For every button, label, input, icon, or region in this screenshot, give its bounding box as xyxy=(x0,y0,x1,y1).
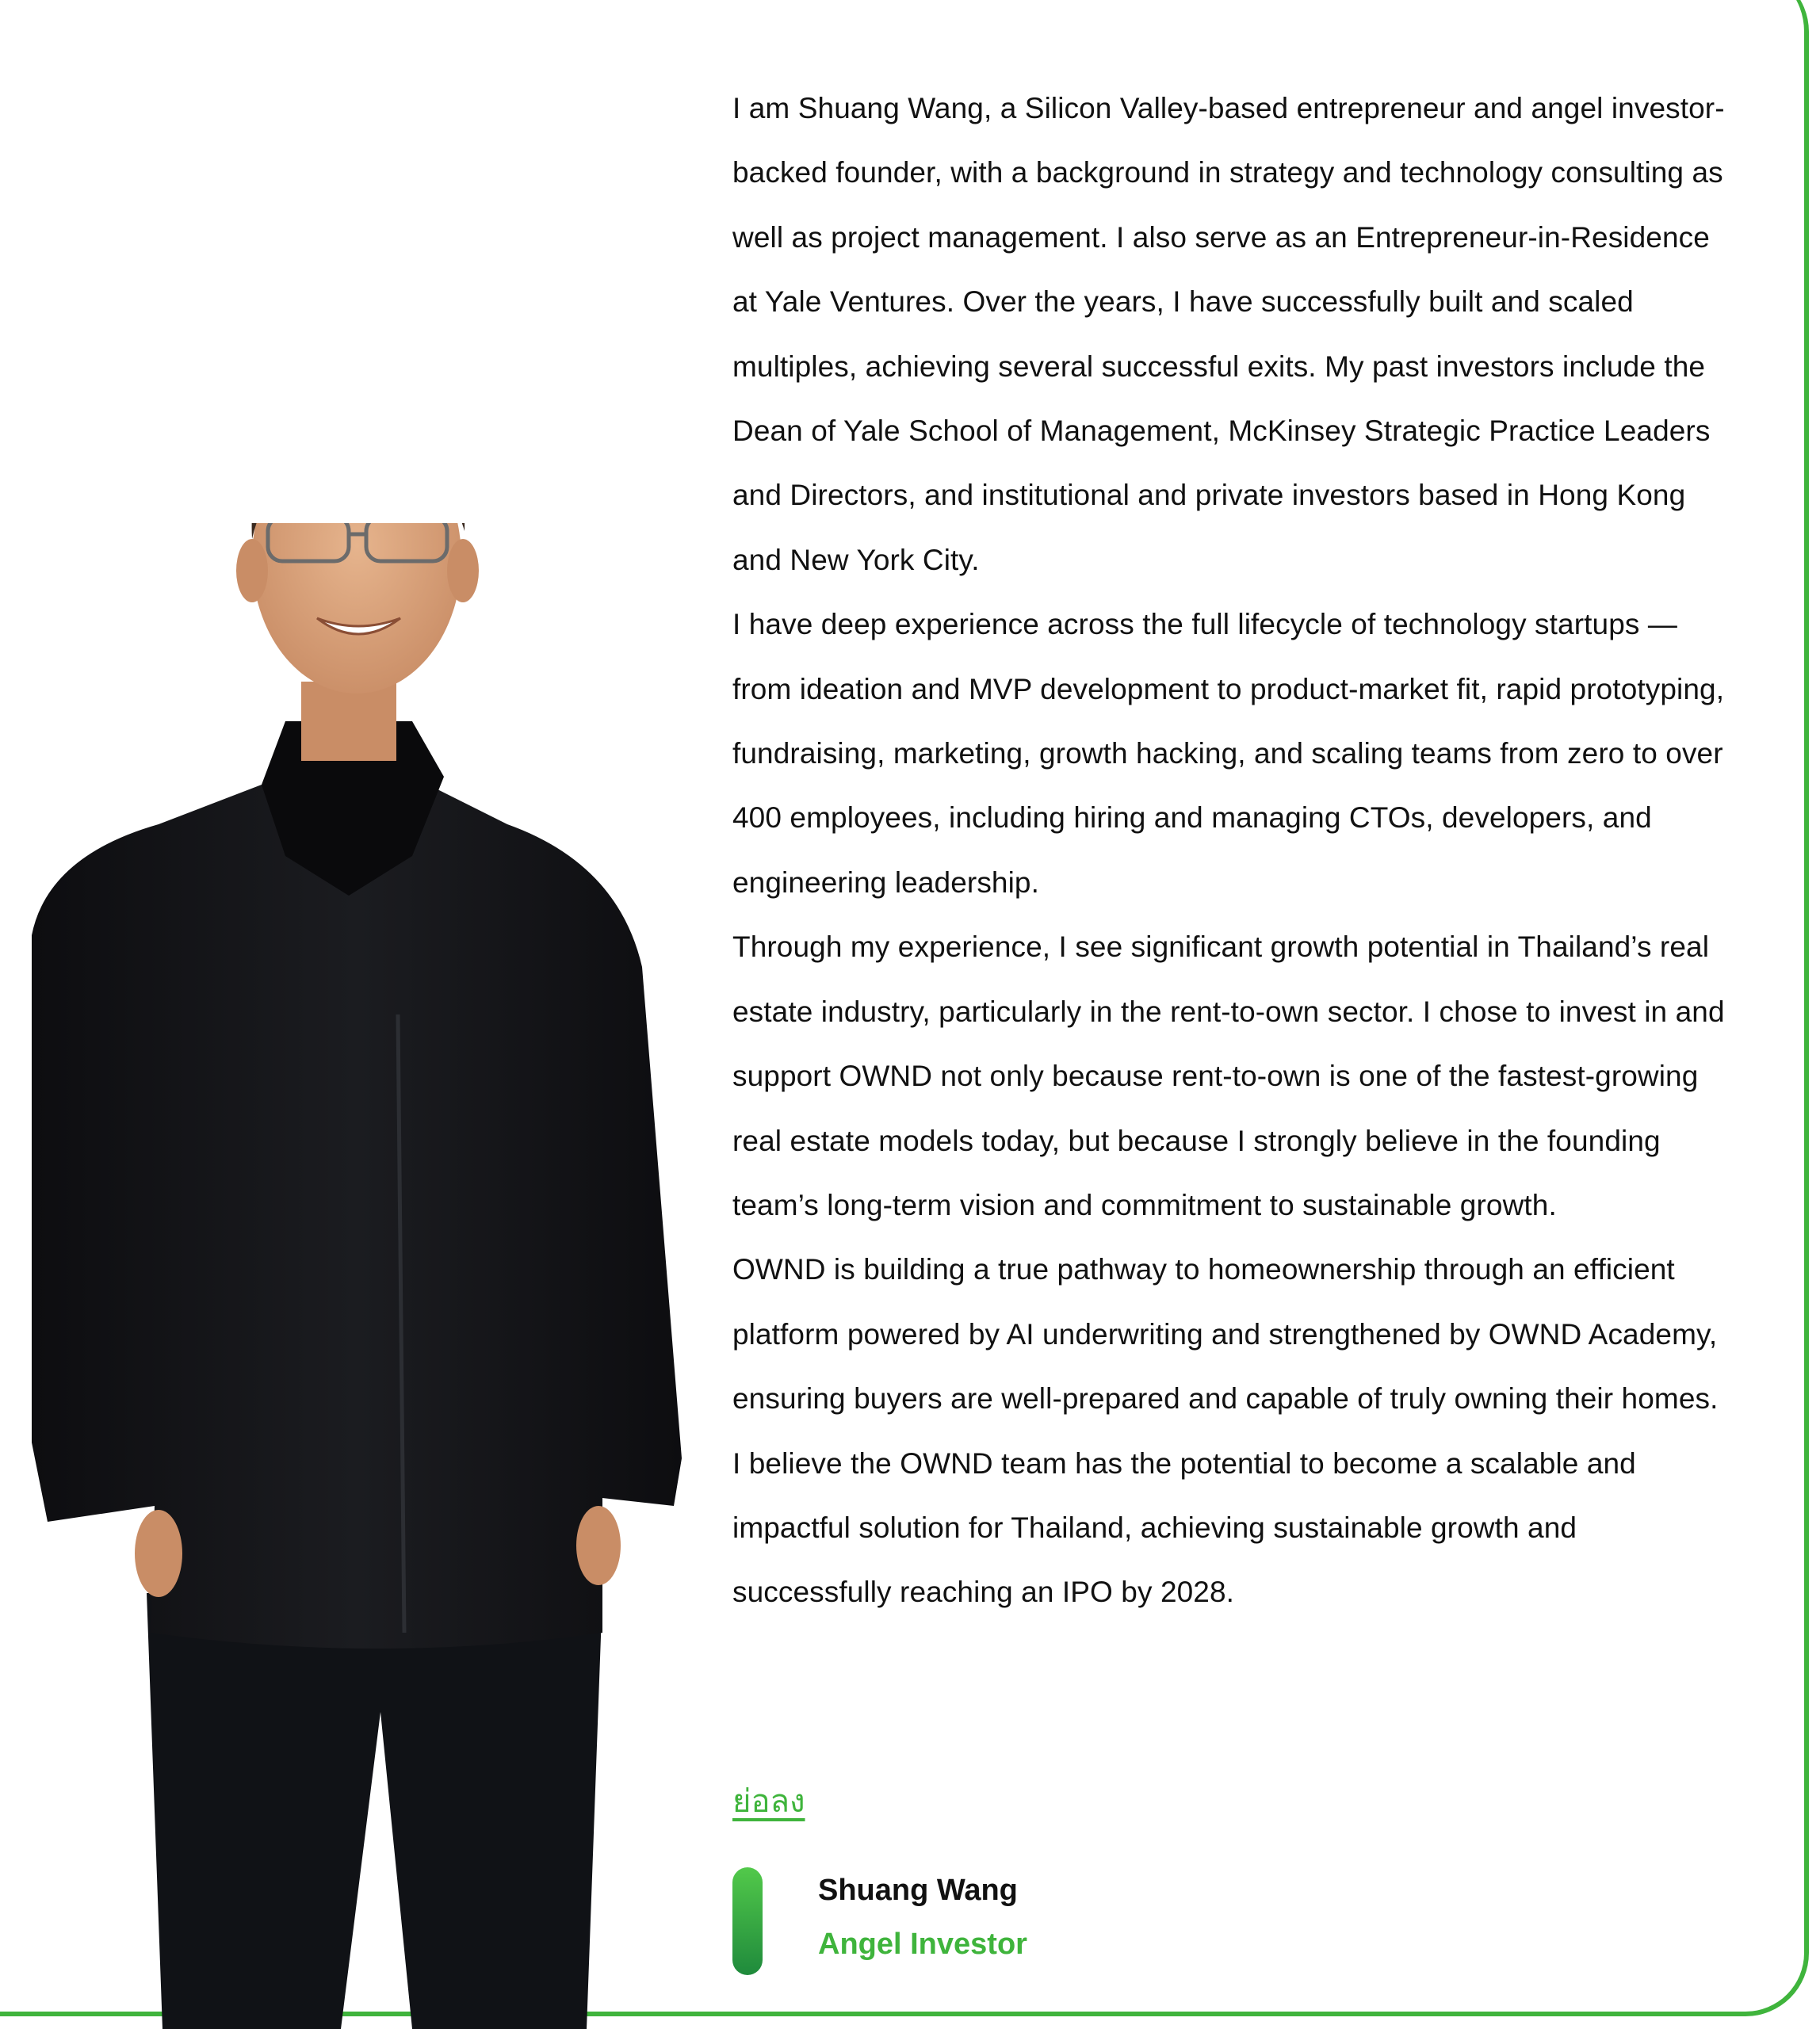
investor-role: Angel Investor xyxy=(818,1928,1027,1961)
investor-bio xyxy=(732,76,1731,1625)
bio-paragraph: OWND is building a true pathway to homeownership through an efficient platform powered by AI underwriting and strengthened by OWND Academy, ensuring buyers are well-prepared and capable of truly owning their homes. I believe the OWND team has the potential to become a scalable and impactful solution for Thailand, achieving sustainable growth and successfully reaching an IPO by 2028. xyxy=(732,1253,1719,1609)
bio-paragraph: I have deep experience across the full lifecycle of technology startups — from ideation and MVP development to product-market fit, rapid prototyping, fundraising, marketing, growth hacking, and scaling teams from zero to over 400 employees, including hiring and managing CTOs, developers, and engineering leadership. xyxy=(732,608,1725,899)
bio-paragraph: I am Shuang Wang, a Silicon Valley-based entrepreneur and angel investor-backed founder, with a background in strategy and technology consulting as well as project management. I also serve as an Entrepreneur-in-Residence at Yale Ventures. Over the years, I have successfully built and scaled multiples, achieving several successful exits. My past investors include the Dean of Yale School of Management, McKinsey Strategic Practice Leaders and Directors, and institutional and private investors based in Hong Kong and New York City. xyxy=(732,92,1725,576)
collapse-link[interactable]: ย่อลง xyxy=(732,1784,805,1819)
bio-paragraph: Through my experience, I see significant growth potential in Thailand’s real estate industry, particularly in the rent-to-own sector. I chose to invest in and support OWND not only because rent-to-own is one of the fastest-growing real estate models today, but because I strongly believe in the founding team’s long-term vision and commitment to sustainable growth. xyxy=(732,930,1725,1221)
signature-accent-bar xyxy=(732,1867,763,1975)
investor-name: Shuang Wang xyxy=(818,1874,1018,1907)
investor-photo xyxy=(0,523,713,2029)
